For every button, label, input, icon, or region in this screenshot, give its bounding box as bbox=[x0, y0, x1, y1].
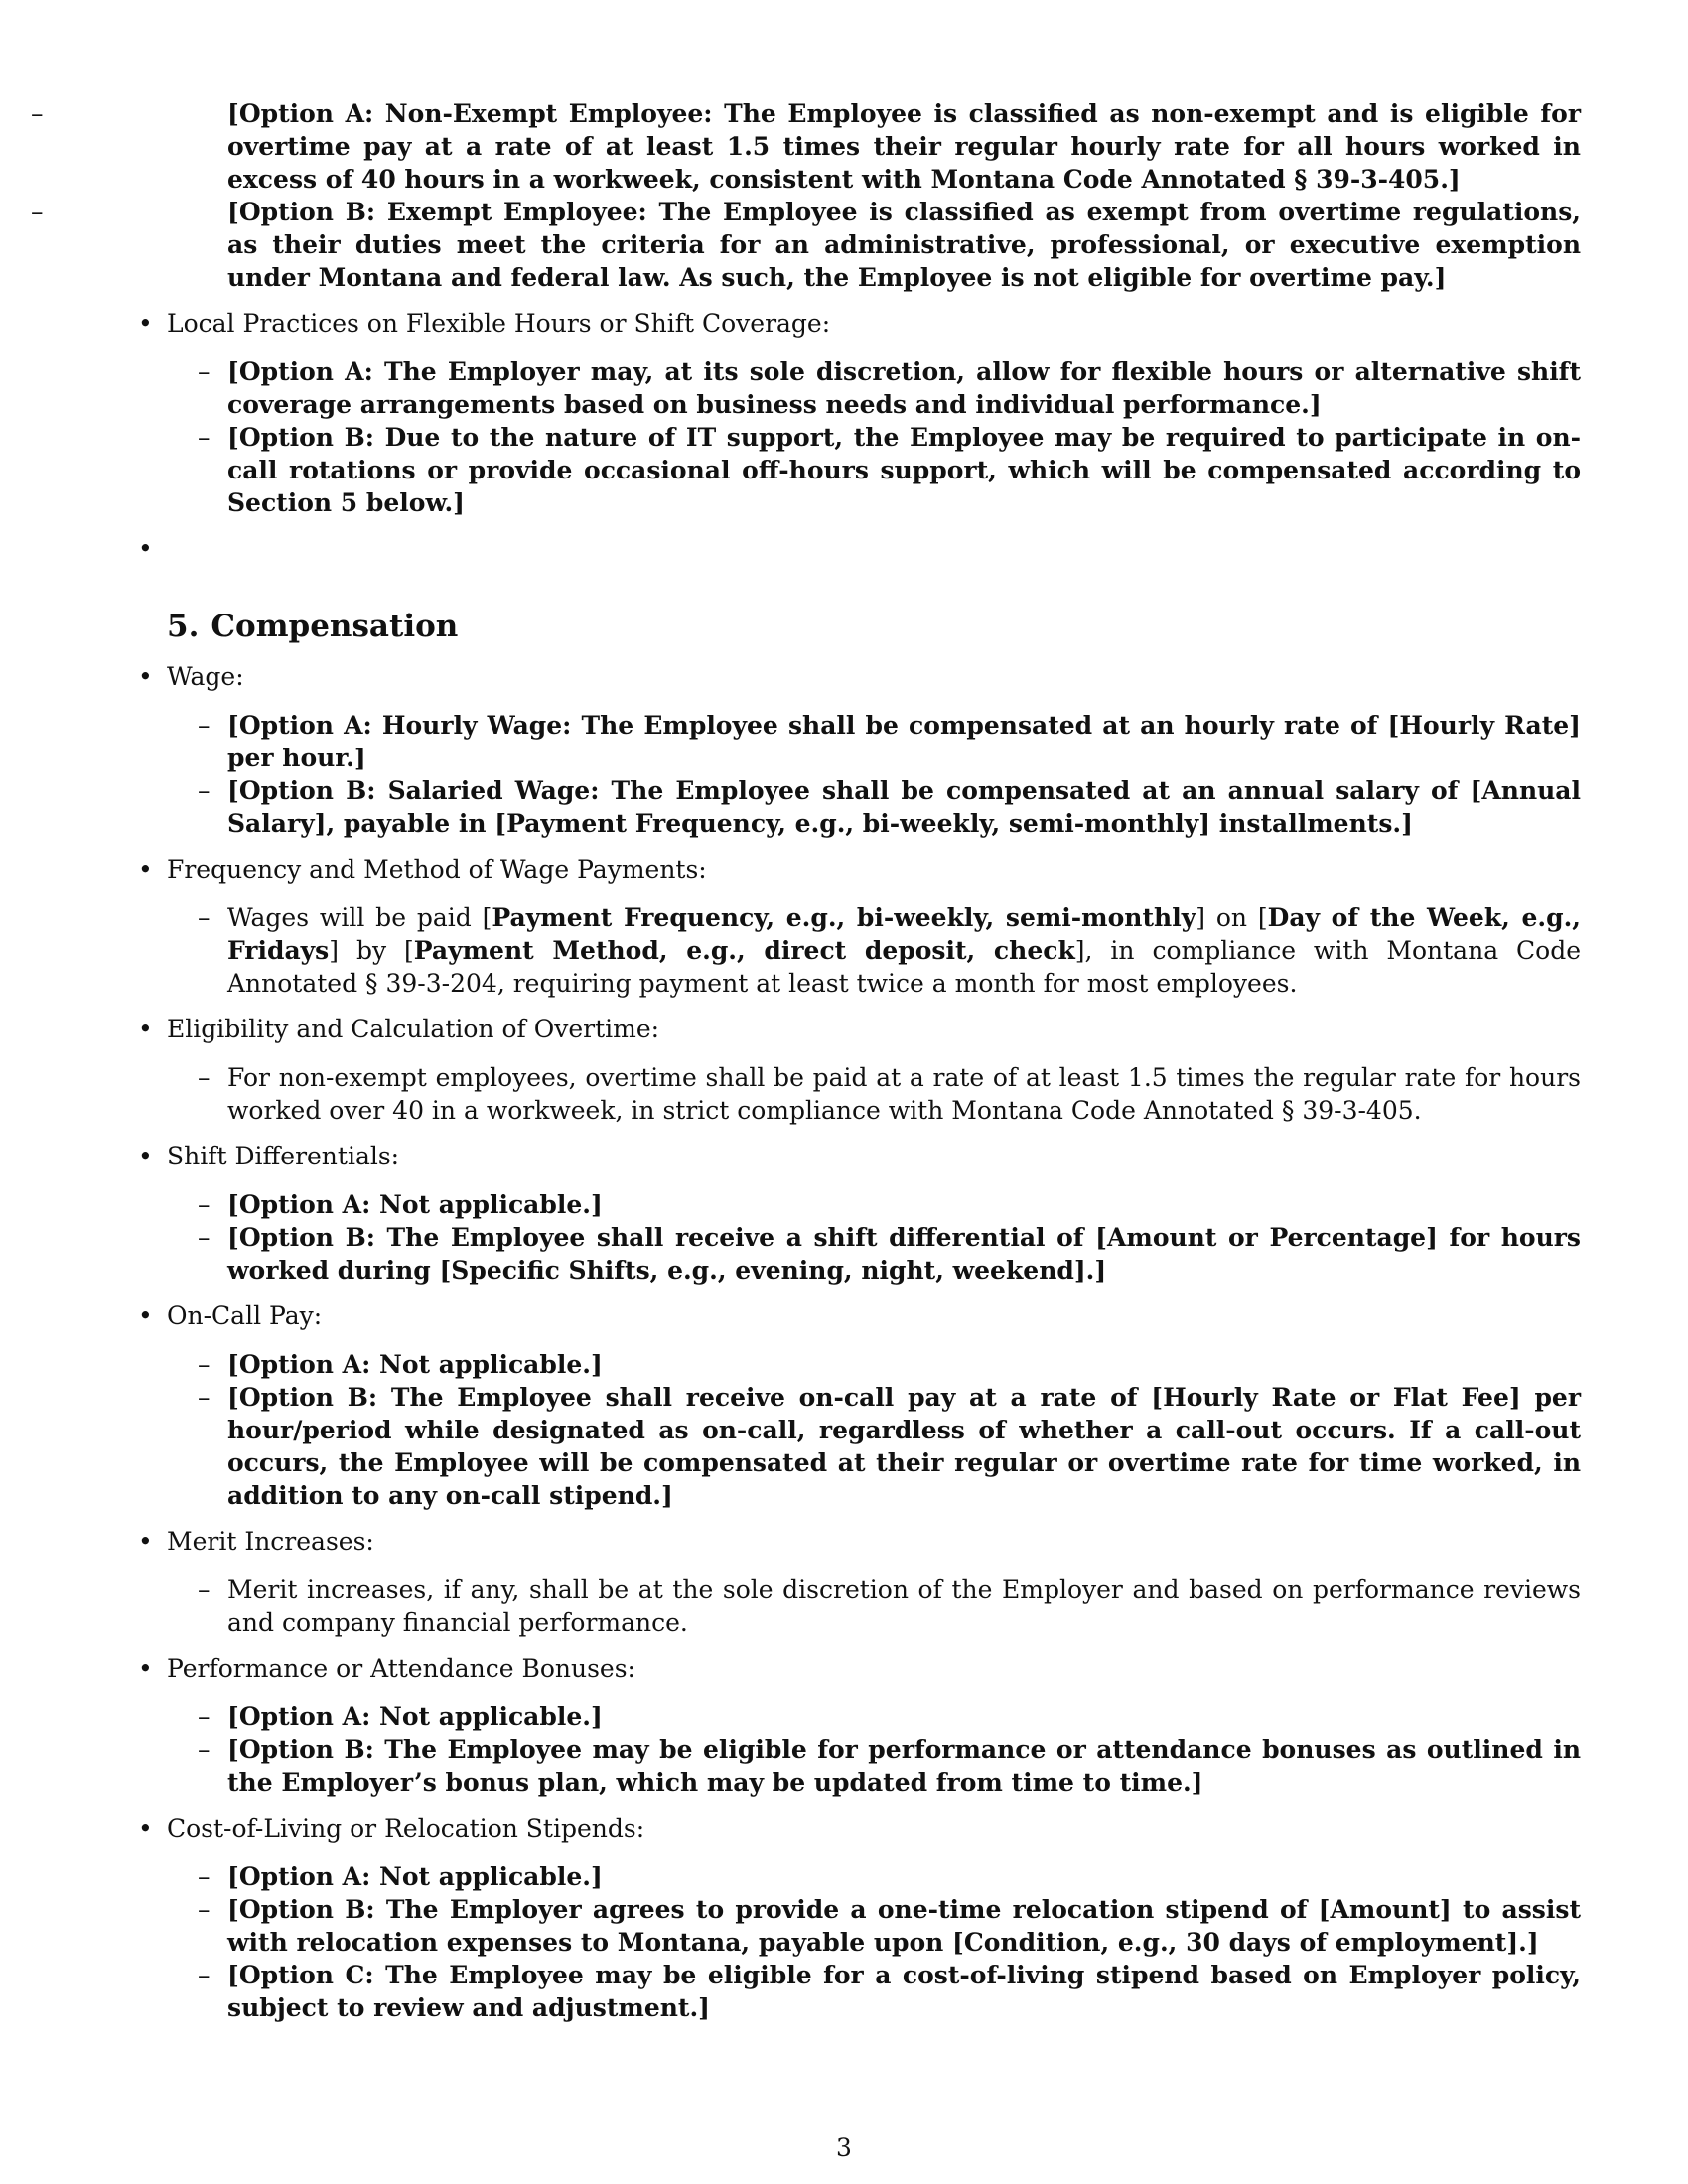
shift-differentials-options bbox=[167, 1188, 1581, 1287]
wage-option-a-text: [Option A: Hourly Wage: The Employee shall be compensated at an hourly rate of [Hourly Rate] per hour.] bbox=[227, 711, 1581, 772]
overtime-options-list bbox=[0, 97, 1688, 294]
payment-frequency-details bbox=[167, 901, 1581, 1000]
on-call-pay-label: • On-Call Pay: bbox=[167, 1301, 323, 1330]
bonus-option-b bbox=[167, 1733, 1581, 1799]
stipends-label: • Cost-of-Living or Relocation Stipends: bbox=[167, 1814, 645, 1843]
section-title: Compensation bbox=[211, 609, 459, 644]
on-call-option-a-text: [Option A: Not applicable.] bbox=[227, 1350, 603, 1379]
stipend-option-c bbox=[167, 1959, 1581, 2024]
list-item-empty bbox=[0, 532, 1581, 565]
shift-option-a-text: [Option A: Not applicable.] bbox=[227, 1190, 603, 1219]
on-call-option-b bbox=[167, 1381, 1581, 1512]
shift-option-b-text: [Option B: The Employee shall receive a shift differential of [Amount or Percentage] for hours worked during [Specific Shifts, e.g., evening, night, weekend].] bbox=[227, 1223, 1581, 1285]
payment-method-field: Payment Method, e.g., direct deposit, check bbox=[413, 936, 1075, 965]
bonuses-options bbox=[167, 1701, 1581, 1799]
bonuses-label: • Performance or Attendance Bonuses: bbox=[167, 1654, 635, 1683]
payment-day-field: Day of the Week, e.g., Fridays bbox=[227, 903, 1581, 965]
flexible-hours-options bbox=[167, 355, 1581, 519]
merit-increases-details bbox=[167, 1573, 1581, 1639]
stipends-options bbox=[167, 1860, 1581, 2024]
on-call-pay-options bbox=[167, 1348, 1581, 1512]
payment-frequency-field: Payment Frequency, e.g., bi-weekly, semi-monthly bbox=[492, 903, 1196, 932]
payment-text-part-3: ] by [ bbox=[329, 936, 414, 965]
stipend-option-b bbox=[167, 1893, 1581, 1959]
merit-increases-label: • Merit Increases: bbox=[167, 1527, 374, 1556]
flexible-hours-option-b-text: [Option B: Due to the nature of IT support, the Employee may be required to participate in on-call rotations or provide occasional off-hours support, which will be compensated according to Section 5 below.] bbox=[227, 423, 1581, 517]
section-heading bbox=[0, 607, 1581, 646]
list-item-flexible-hours bbox=[0, 307, 1581, 519]
stipend-option-a bbox=[167, 1860, 1581, 1893]
bonus-option-b-text: [Option B: The Employee may be eligible for performance or attendance bonuses as outlined in the Employer’s bonus plan, which may be updated from time to time.] bbox=[227, 1735, 1581, 1797]
list-item-shift-differentials bbox=[0, 1140, 1581, 1287]
stipend-option-a-text: [Option A: Not applicable.] bbox=[227, 1862, 603, 1891]
overtime-option-b bbox=[0, 196, 1581, 294]
overtime-calculation-text: – For non-exempt employees, overtime shall be paid at a rate of at least 1.5 times the regular rate for hours worked over 40 in a workweek, in strict compliance with Montana Code Annotated § 39-3-405. bbox=[167, 1061, 1581, 1127]
wage-options bbox=[167, 709, 1581, 840]
bonus-option-a bbox=[167, 1701, 1581, 1733]
flexible-hours-option-b bbox=[167, 421, 1581, 519]
wage-option-b bbox=[167, 774, 1581, 840]
wage-option-b-text: [Option B: Salaried Wage: The Employee shall be compensated at an annual salary of [Annual Salary], payable in [Payment Frequency, e.g., bi-weekly, semi-monthly] installments.] bbox=[227, 776, 1581, 838]
flexible-hours-option-a-text: [Option A: The Employer may, at its sole discretion, allow for flexible hours or alternative shift coverage arrangements based on business needs and individual performance.] bbox=[227, 357, 1581, 419]
payment-frequency-text bbox=[167, 901, 1581, 1000]
shift-option-b bbox=[167, 1221, 1581, 1287]
list-item-overtime-calculation bbox=[0, 1013, 1581, 1127]
shift-option-a bbox=[167, 1188, 1581, 1221]
list-item-payment-frequency bbox=[0, 853, 1581, 1000]
overtime-option-b-text: [Option B: Exempt Employee: The Employee is classified as exempt from overtime regulations, as their duties meet the criteria for an administrative, professional, or executive exemption under Montana and federal law. As such, the Employee is not eligible for overtime pay.] bbox=[227, 198, 1581, 292]
payment-frequency-label: • Frequency and Method of Wage Payments: bbox=[167, 855, 707, 884]
payment-text-part-2: ] on [ bbox=[1196, 903, 1268, 932]
page-content bbox=[0, 97, 1688, 2037]
payment-text-part-1: Wages will be paid [ bbox=[227, 903, 492, 932]
overtime-option-a bbox=[0, 97, 1581, 196]
page-number: 3 bbox=[836, 2133, 852, 2162]
overtime-calculation-details bbox=[167, 1061, 1581, 1127]
flexible-hours-label: • Local Practices on Flexible Hours or Shift Coverage: bbox=[167, 309, 831, 338]
list-item-merit-increases bbox=[0, 1525, 1581, 1639]
payment-text-part-4: ], in compliance with Montana Code Annotated § 39-3-204, requiring payment at least twice a month for most employees. bbox=[227, 936, 1581, 998]
list-item-bonuses bbox=[0, 1652, 1581, 1799]
on-call-option-a bbox=[167, 1348, 1581, 1381]
on-call-option-b-text: [Option B: The Employee shall receive on-call pay at a rate of [Hourly Rate or Flat Fee] per hour/period while designated as on-call, regardless of whether a call-out occurs. If a call-out occurs, the Employee will be compensated at their regular or overtime rate for time worked, in addition to any on-call stipend.] bbox=[227, 1383, 1581, 1510]
list-item-on-call-pay bbox=[0, 1299, 1581, 1512]
merit-increases-text: – Merit increases, if any, shall be at the sole discretion of the Employer and based on performance reviews and company financial performance. bbox=[167, 1573, 1581, 1639]
stipend-option-c-text: [Option C: The Employee may be eligible for a cost-of-living stipend based on Employer policy, subject to review and adjustment.] bbox=[227, 1961, 1581, 2022]
overtime-calculation-label: • Eligibility and Calculation of Overtime: bbox=[167, 1015, 660, 1043]
flexible-hours-option-a bbox=[167, 355, 1581, 421]
overtime-option-a-text: [Option A: Non-Exempt Employee: The Employee is classified as non-exempt and is eligible for overtime pay at a rate of at least 1.5 times their regular hourly rate for all hours worked in excess of 40 hours in a workweek, consistent with Montana Code Annotated § 39-3-405.] bbox=[227, 99, 1581, 194]
wage-option-a bbox=[167, 709, 1581, 774]
bonus-option-a-text: [Option A: Not applicable.] bbox=[227, 1703, 603, 1731]
wage-label: • Wage: bbox=[167, 662, 244, 691]
list-item-wage bbox=[0, 660, 1581, 840]
stipend-option-b-text: [Option B: The Employer agrees to provide a one-time relocation stipend of [Amount] to assist with relocation expenses to Montana, payable upon [Condition, e.g., 30 days of employment].] bbox=[227, 1895, 1581, 1957]
section-number: 5. bbox=[167, 609, 200, 644]
list-item-stipends bbox=[0, 1812, 1581, 2024]
shift-differentials-label: • Shift Differentials: bbox=[167, 1142, 400, 1170]
